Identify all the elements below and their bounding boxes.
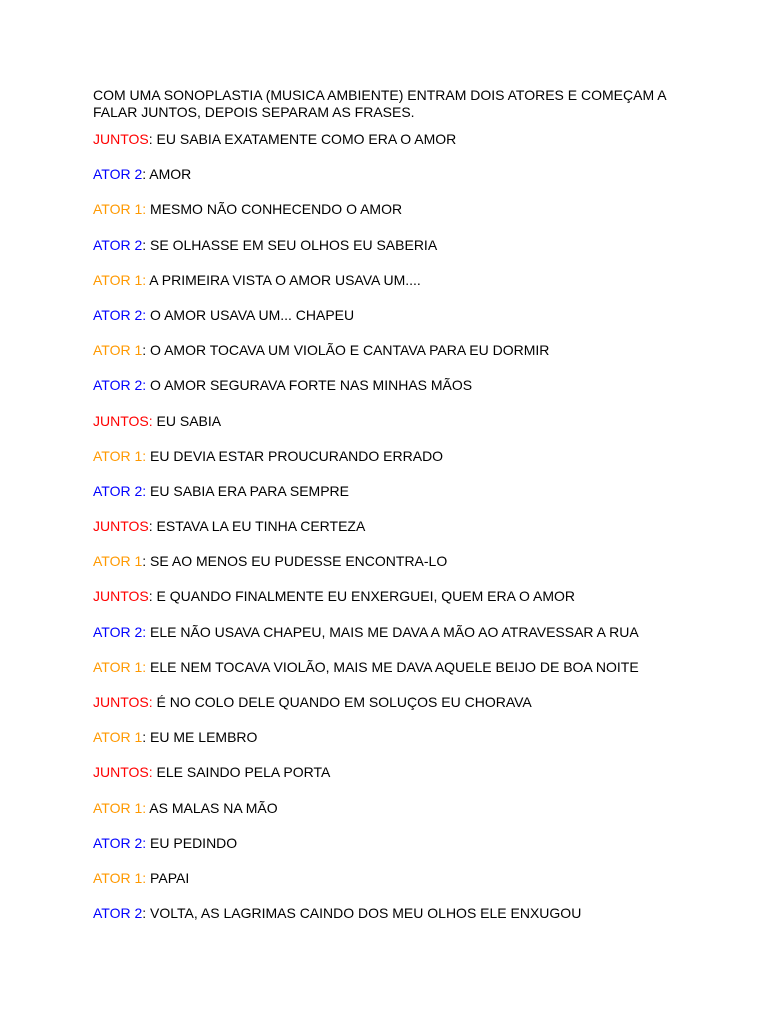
speaker-label: JUNTOS: [93,694,153,710]
dialogue-line [93,483,693,500]
dialogue-line [93,413,693,430]
dialogue-line [93,307,693,324]
speaker-label: ATOR 1 [93,342,143,359]
dialogue-text: VOLTA, AS LAGRIMAS CAINDO DOS MEU OLHOS ELE ENXUGOU [146,905,582,922]
dialogue-line [93,835,693,852]
dialogue-line [93,272,693,289]
speaker-label: JUNTOS: [93,412,153,429]
speaker-label: ATOR 1: [93,201,147,218]
dialogue-text: O AMOR SEGURAVA FORTE NAS MINHAS MÃOS [146,377,473,394]
dialogue-line [93,588,693,605]
speaker-label: ATOR 1: [93,658,147,675]
dialogue-text: PAPAI [146,869,190,886]
speaker-separator: : [142,553,147,570]
speaker-separator: : [142,166,147,183]
dialogue-list [93,131,693,922]
speaker-label: ATOR 2: [93,377,147,394]
speaker-label: JUNTOS [93,131,149,147]
dialogue-line [93,694,693,711]
speaker-label: ATOR 2 [93,905,143,922]
speaker-label: ATOR 2: [93,623,147,640]
dialogue-text: EU PEDINDO [146,834,238,851]
dialogue-line [93,800,693,817]
dialogue-line [93,166,693,183]
speaker-separator: : [142,729,147,746]
dialogue-line [93,377,693,394]
dialogue-text: MESMO NÃO CONHECENDO O AMOR [146,201,403,218]
dialogue-text: EU DEVIA ESTAR PROUCURANDO ERRADO [146,447,444,464]
document-page [93,87,693,940]
dialogue-text: EU SABIA [152,412,222,429]
dialogue-text: ELE NEM TOCAVA VIOLÃO, MAIS ME DAVA AQUELE BEIJO DE BOA NOITE [146,658,639,675]
speaker-separator: : [142,236,147,253]
dialogue-text: É NO COLO DELE QUANDO EM SOLUÇOS EU CHORAVA [152,694,532,710]
dialogue-line [93,624,693,641]
dialogue-line [93,518,693,535]
dialogue-text: AMOR [146,166,192,183]
speaker-label: ATOR 2: [93,482,147,499]
dialogue-line [93,905,693,922]
dialogue-text: O AMOR USAVA UM... CHAPEU [146,306,355,323]
speaker-label: JUNTOS [93,518,149,535]
dialogue-text: O AMOR TOCAVA UM VIOLÃO E CANTAVA PARA EU DORMIR [146,342,550,359]
dialogue-text: EU SABIA EXATAMENTE COMO ERA O AMOR [152,131,457,147]
dialogue-text: A PRIMEIRA VISTA O AMOR USAVA UM.... [146,271,421,288]
dialogue-text: ESTAVA LA EU TINHA CERTEZA [152,518,366,535]
dialogue-line [93,659,693,676]
intro-paragraph: COM UMA SONOPLASTIA (MUSICA AMBIENTE) ENTRAM DOIS ATORES E COMEÇAM A FALAR JUNTOS, DEPOIS SEPARAM AS FRASES. [93,87,666,120]
speaker-label: ATOR 1: [93,869,147,886]
dialogue-line [93,201,693,218]
speaker-label: ATOR 2: [93,834,147,851]
dialogue-line [93,448,693,465]
speaker-label: ATOR 1: [93,447,147,464]
dialogue-line [93,237,693,254]
speaker-label: ATOR 1 [93,553,143,570]
speaker-label: ATOR 1: [93,799,147,816]
dialogue-line [93,870,693,887]
speaker-separator: : [148,518,153,535]
speaker-label: JUNTOS: [93,764,153,781]
dialogue-line [93,764,693,781]
speaker-label: ATOR 2 [93,166,143,183]
dialogue-text: EU SABIA ERA PARA SEMPRE [146,482,349,499]
dialogue-line [93,729,693,746]
speaker-separator: : [148,588,153,605]
dialogue-text: AS MALAS NA MÃO [146,799,278,816]
dialogue-text: ELE NÃO USAVA CHAPEU, MAIS ME DAVA A MÃO AO ATRAVESSAR A RUA [146,623,639,640]
dialogue-text: SE OLHASSE EM SEU OLHOS EU SABERIA [146,236,438,253]
speaker-label: ATOR 1: [93,271,147,288]
speaker-separator: : [142,342,147,359]
speaker-label: JUNTOS [93,588,149,605]
dialogue-text: ELE SAINDO PELA PORTA [152,764,331,781]
speaker-label: ATOR 2 [93,236,143,253]
speaker-label: ATOR 2: [93,306,147,323]
dialogue-text: SE AO MENOS EU PUDESSE ENCONTRA-LO [146,553,448,570]
dialogue-line [93,342,693,359]
speaker-separator: : [148,131,153,147]
dialogue-line [93,553,693,570]
dialogue-line [93,131,693,148]
speaker-separator: : [142,905,147,922]
dialogue-text: E QUANDO FINALMENTE EU ENXERGUEI, QUEM ERA O AMOR [152,588,576,605]
dialogue-text: EU ME LEMBRO [146,729,258,746]
speaker-label: ATOR 1 [93,729,143,746]
